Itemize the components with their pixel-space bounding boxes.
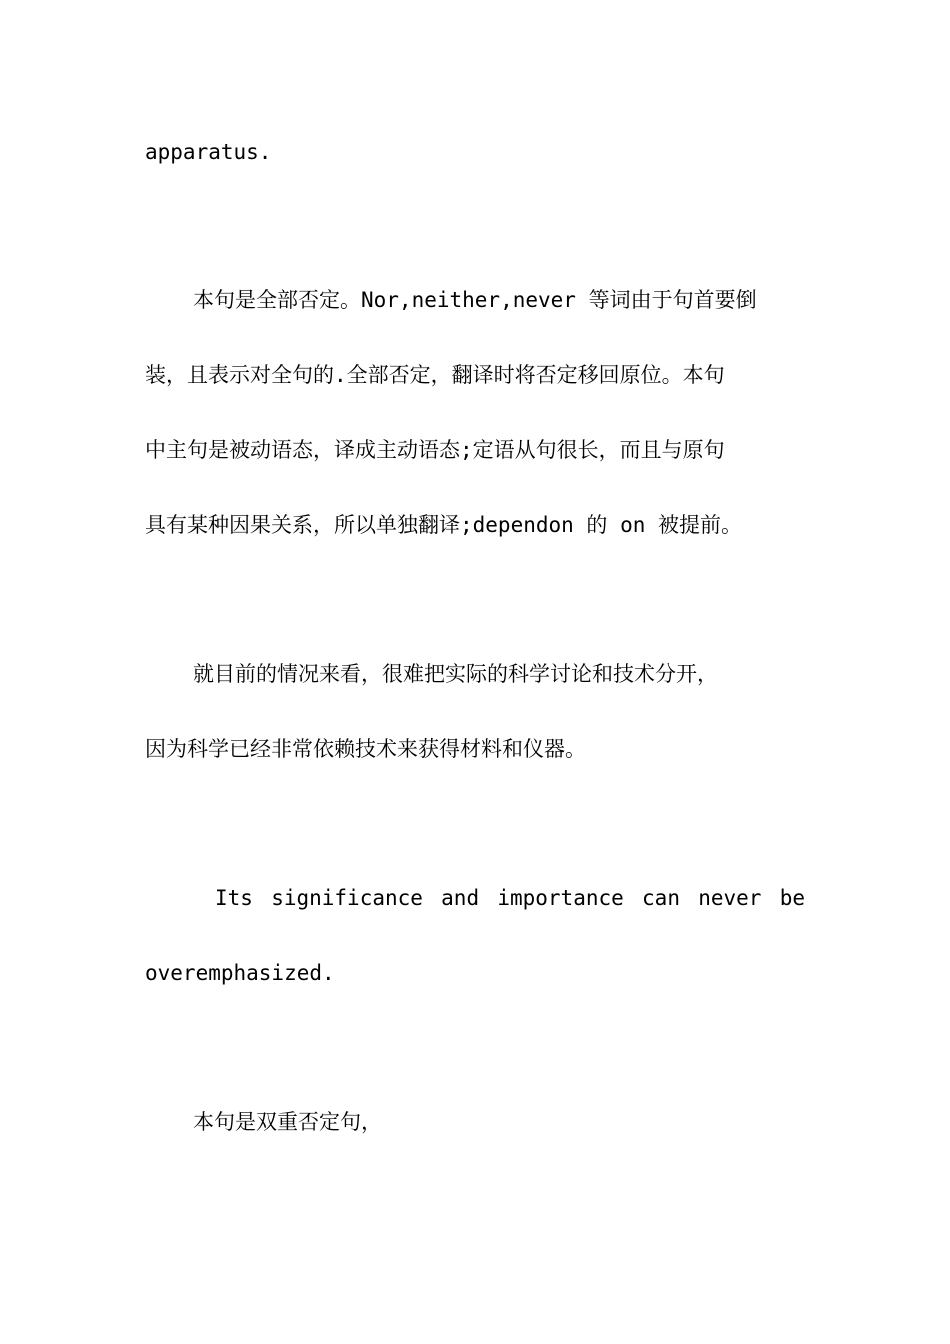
word: significance xyxy=(271,886,423,910)
text-line: 中主句是被动语态，译成主动语态;定语从句很长，而且与原句 xyxy=(145,438,725,462)
text-line: 本句是全部否定。Nor,neither,never 等词由于句首要倒 xyxy=(193,288,757,312)
text-line: overemphasized. xyxy=(145,961,335,985)
paragraph-full-negation xyxy=(145,263,805,563)
word: importance xyxy=(497,886,624,910)
paragraph-double-negation xyxy=(145,1085,805,1160)
word: never xyxy=(698,886,762,910)
text-line: 本句是双重否定句， xyxy=(193,1110,382,1134)
justified-line xyxy=(145,861,805,936)
word: and xyxy=(441,886,480,910)
word: be xyxy=(779,886,805,910)
paragraph-english-example xyxy=(145,861,805,1011)
word: can xyxy=(642,886,680,910)
paragraph-apparatus xyxy=(145,115,805,190)
text-line: apparatus. xyxy=(145,140,272,164)
text-line: 具有某种因果关系，所以单独翻译;dependon 的 on 被提前。 xyxy=(145,513,743,537)
word: Its xyxy=(215,886,253,910)
paragraph-translation xyxy=(145,637,805,787)
text-line: 就目前的情况来看，很难把实际的科学讨论和技术分开， xyxy=(193,662,718,686)
text-line: 因为科学已经非常依赖技术来获得材料和仪器。 xyxy=(145,737,586,761)
text-line: 装，且表示对全句的.全部否定，翻译时将否定移回原位。本句 xyxy=(145,363,725,387)
